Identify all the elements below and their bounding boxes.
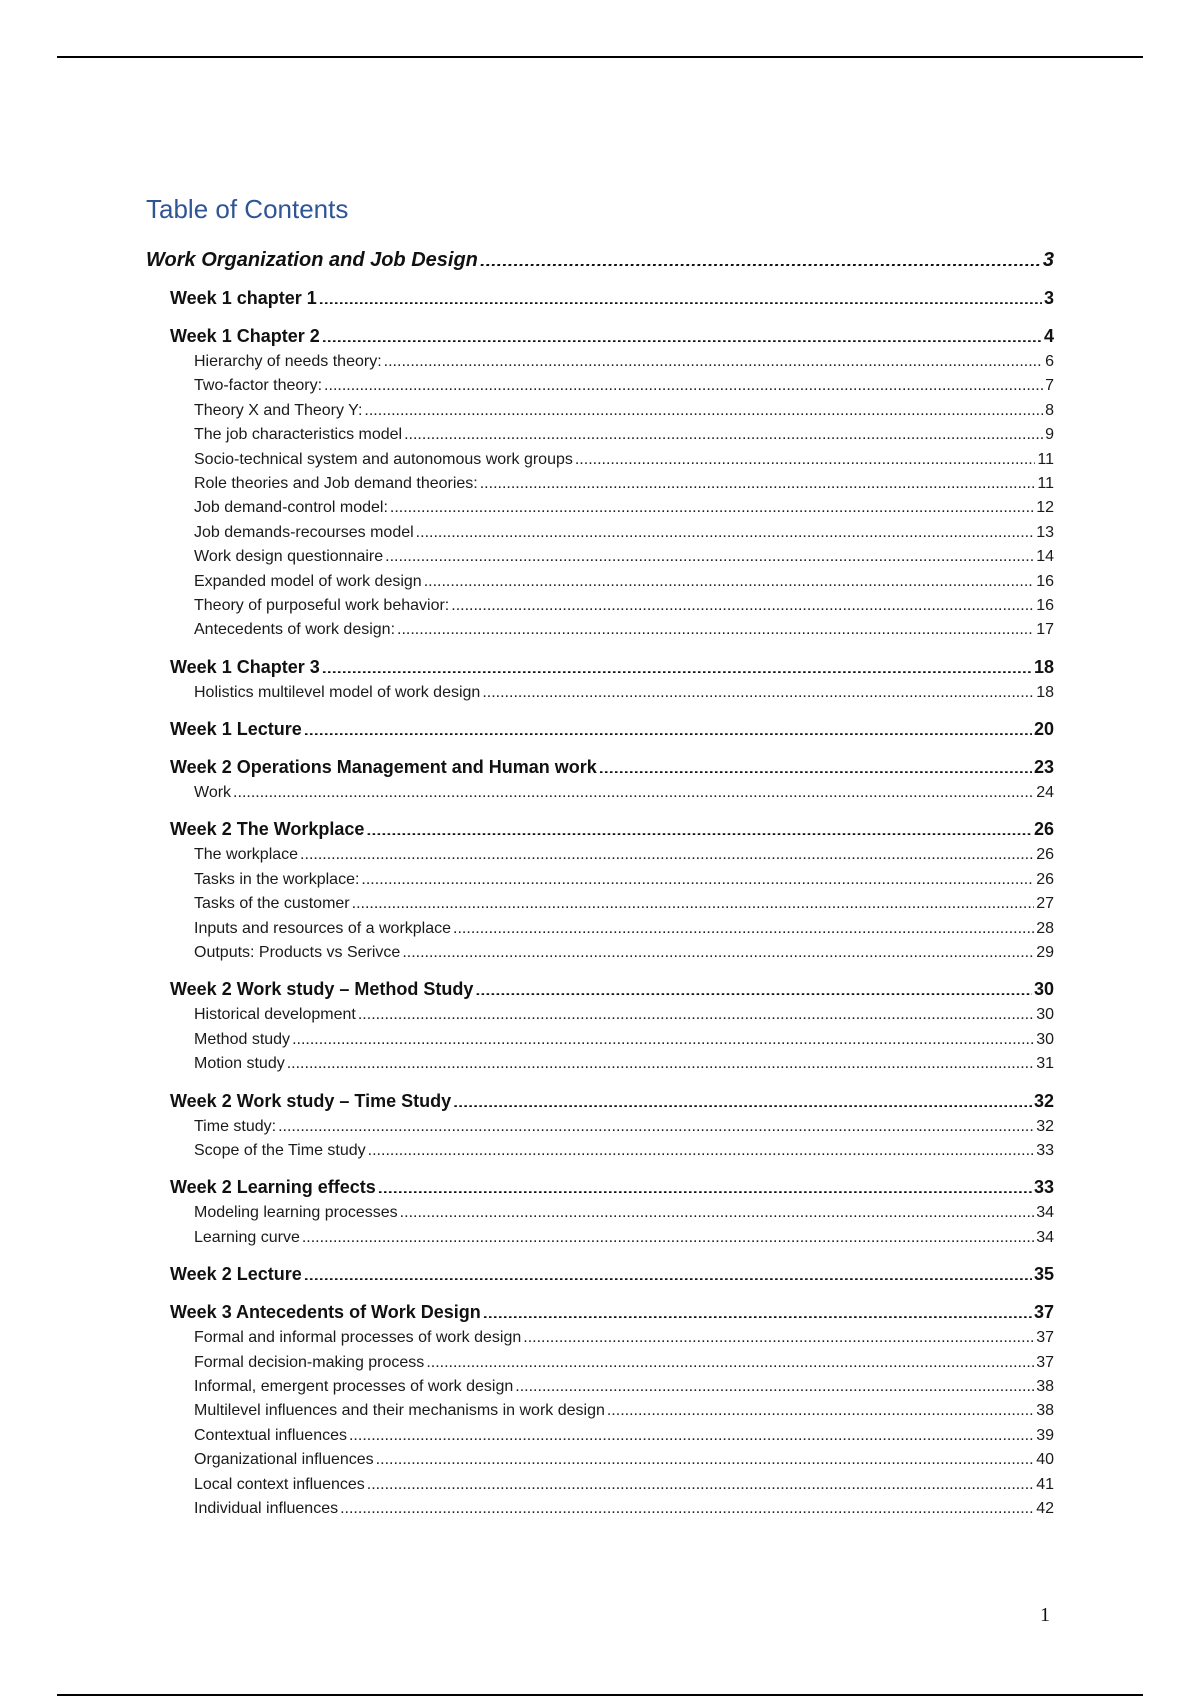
toc-section-entry[interactable]	[170, 323, 1054, 350]
toc-entry-page: 33	[1033, 1177, 1054, 1198]
toc-entry-label: Time study:	[194, 1117, 277, 1135]
toc-entry-label: Tasks in the workplace:	[194, 870, 360, 888]
toc-subsection-entry[interactable]	[194, 374, 1054, 398]
toc-entry-page: 41	[1036, 1475, 1054, 1493]
toc-section-entry[interactable]	[170, 716, 1054, 743]
toc-subsection-entry[interactable]	[194, 1052, 1054, 1076]
toc-entry-label: Antecedents of work design:	[194, 621, 396, 639]
dot-leader	[358, 1003, 1034, 1019]
toc-subsection-entry[interactable]	[194, 545, 1054, 569]
toc-subsection-entry[interactable]	[194, 843, 1054, 867]
toc-subsection-entry[interactable]	[194, 1115, 1054, 1139]
toc-entry-label: Inputs and resources of a workplace	[194, 919, 452, 937]
dot-leader	[287, 1052, 1034, 1068]
toc-entry-page: 34	[1036, 1228, 1054, 1246]
toc-section-entry[interactable]	[170, 816, 1054, 843]
toc-heading: Table of Contents	[146, 194, 349, 224]
toc-entry-page: 30	[1036, 1006, 1054, 1024]
toc-subsection-entry[interactable]	[194, 618, 1054, 642]
dot-leader	[575, 448, 1036, 464]
dot-leader	[402, 941, 1034, 957]
dot-leader	[233, 781, 1034, 797]
dot-leader	[482, 681, 1034, 697]
dot-leader	[304, 1262, 1032, 1280]
dot-leader	[278, 1115, 1034, 1131]
toc-entry-label: Job demand-control model:	[194, 499, 388, 517]
toc-subsection-entry[interactable]	[194, 594, 1054, 618]
toc-subsection-entry[interactable]	[194, 781, 1054, 805]
toc-entry-page: 3	[1042, 249, 1054, 271]
toc-entry-page: 26	[1033, 819, 1054, 840]
toc-entry-label: The workplace	[194, 846, 299, 864]
toc-section-entry[interactable]	[170, 754, 1054, 781]
toc-subsection-entry[interactable]	[194, 681, 1054, 705]
dot-leader	[324, 374, 1043, 390]
toc-subsection-entry[interactable]	[194, 521, 1054, 545]
toc-section-entry[interactable]	[170, 976, 1054, 1003]
dot-leader	[451, 594, 1034, 610]
dot-leader	[397, 618, 1034, 634]
toc-entry-page: 9	[1045, 426, 1054, 444]
dot-leader	[599, 755, 1032, 773]
toc-entry-page: 30	[1033, 979, 1054, 1000]
dot-leader	[400, 1201, 1035, 1217]
dot-leader	[367, 1473, 1034, 1489]
toc-entry-page: 26	[1036, 846, 1054, 864]
toc-entry-label: Work design questionnaire	[194, 548, 384, 566]
toc-subsection-entry[interactable]	[194, 472, 1054, 496]
dot-leader	[302, 1226, 1034, 1242]
dot-leader	[416, 521, 1035, 537]
toc-entry-label: Hierarchy of needs theory:	[194, 353, 382, 370]
dot-leader	[453, 1089, 1032, 1107]
page-number: 1	[1040, 1604, 1050, 1626]
toc-subsection-entry[interactable]	[194, 868, 1054, 892]
dot-leader	[340, 1497, 1034, 1513]
toc-entry-page: 32	[1036, 1117, 1054, 1135]
toc-entry-label: Theory of purposeful work behavior:	[194, 596, 450, 614]
toc-entry-page: 26	[1036, 870, 1054, 888]
toc-entry-label: Week 3 Antecedents of Work Design	[170, 1302, 481, 1323]
toc-entry-label: Week 2 The Workplace	[170, 819, 365, 840]
toc-subsection-entry[interactable]	[194, 1201, 1054, 1225]
toc-entry-label: Learning curve	[194, 1228, 300, 1246]
toc-entry-page: 38	[1036, 1402, 1054, 1420]
toc-entry-label: Week 2 Lecture	[170, 1264, 302, 1285]
toc-entry-top[interactable]	[146, 245, 1054, 275]
toc-entry-label: Week 2 Operations Management and Human work	[170, 757, 597, 778]
toc-entry-page: 13	[1036, 523, 1054, 541]
toc-section-entry[interactable]	[170, 1299, 1054, 1326]
toc-entry-page: 32	[1033, 1090, 1054, 1111]
toc-subsection-entry[interactable]	[194, 1448, 1054, 1472]
toc-entry-page: 29	[1036, 944, 1054, 962]
toc-subsection-entry[interactable]	[194, 1399, 1054, 1423]
toc-entry-page: 28	[1036, 919, 1054, 937]
toc-entry-label: Formal and informal processes of work design	[194, 1329, 522, 1347]
dot-leader	[515, 1375, 1034, 1391]
toc-entry-page: 23	[1033, 757, 1054, 778]
toc-entry-page: 38	[1036, 1377, 1054, 1395]
toc-entry-page: 20	[1033, 719, 1054, 740]
toc-entry-page: 14	[1036, 548, 1054, 566]
toc-entry-label: Theory X and Theory Y:	[194, 401, 363, 419]
dot-leader	[378, 1175, 1032, 1193]
dot-leader	[480, 246, 1041, 266]
toc-entry-label: Scope of the Time study	[194, 1141, 366, 1159]
toc-entry-label: Local context influences	[194, 1475, 365, 1493]
toc-entry-label: Informal, emergent processes of work design	[194, 1377, 514, 1395]
dot-leader	[607, 1399, 1034, 1415]
dot-leader	[366, 817, 1032, 835]
toc-subsection-entry[interactable]	[194, 1351, 1054, 1375]
toc-subsection-entry[interactable]	[194, 1028, 1054, 1052]
toc-entry-page: 6	[1045, 353, 1054, 370]
toc-subsection-entry[interactable]	[194, 350, 1054, 374]
dot-leader	[322, 655, 1032, 673]
dot-leader	[475, 977, 1032, 995]
toc-entry-label: Socio-technical system and autonomous work groups	[194, 450, 573, 468]
table-of-contents	[0, 245, 1200, 1521]
toc-subsection-entry[interactable]	[194, 570, 1054, 594]
toc-entry-label: Week 1 Chapter 2	[170, 326, 320, 346]
dot-leader	[480, 472, 1036, 488]
toc-section-entry[interactable]	[170, 1174, 1054, 1201]
toc-entry-label: Work Organization and Job Design	[146, 249, 478, 271]
dot-leader	[404, 423, 1043, 439]
toc-subsection-entry[interactable]	[194, 1497, 1054, 1521]
toc-entry-page: 18	[1033, 656, 1054, 677]
toc-entry-page: 42	[1036, 1499, 1054, 1517]
dot-leader	[523, 1326, 1034, 1342]
toc-entry-page: 31	[1036, 1055, 1054, 1073]
toc-entry-page: 34	[1036, 1204, 1054, 1222]
dot-leader	[376, 1448, 1035, 1464]
toc-entry-label: Week 2 Work study – Method Study	[170, 979, 474, 1000]
toc-entry-page: 27	[1036, 895, 1054, 913]
toc-subsection-entry[interactable]	[194, 423, 1054, 447]
toc-entry-page: 37	[1033, 1302, 1054, 1323]
toc-subsection-entry[interactable]	[194, 1326, 1054, 1350]
toc-entry-label: Historical development	[194, 1006, 356, 1024]
toc-entry-label: Holistics multilevel model of work design	[194, 683, 481, 701]
toc-entry-label: Week 2 Work study – Time Study	[170, 1090, 452, 1111]
toc-entry-label: Method study	[194, 1030, 291, 1048]
toc-entry-label: Expanded model of work design	[194, 572, 422, 590]
toc-entry-label: Outputs: Products vs Serivce	[194, 944, 401, 962]
toc-entry-label: Tasks of the customer	[194, 895, 350, 913]
toc-entry-page: 11	[1037, 450, 1054, 468]
dot-leader	[364, 399, 1043, 415]
toc-entry-page: 11	[1037, 474, 1054, 492]
toc-entry-page: 33	[1036, 1141, 1054, 1159]
toc-subsection-entry[interactable]	[194, 496, 1054, 520]
dot-leader	[385, 545, 1034, 561]
toc-subsection-entry[interactable]	[194, 917, 1054, 941]
toc-subsection-entry[interactable]	[194, 1139, 1054, 1163]
dot-leader	[319, 286, 1042, 304]
dot-leader	[384, 350, 1043, 366]
dot-leader	[368, 1139, 1035, 1155]
bottom-rule	[57, 1694, 1143, 1696]
toc-entry-label: Week 1 chapter 1	[170, 288, 317, 308]
toc-entry-label: Week 2 Learning effects	[170, 1177, 376, 1198]
toc-subsection-entry[interactable]	[194, 1003, 1054, 1027]
toc-entry-page: 4	[1043, 326, 1054, 346]
dot-leader	[322, 324, 1042, 342]
toc-subsection-entry[interactable]	[194, 1473, 1054, 1497]
toc-entry-label: Job demands-recourses model	[194, 523, 414, 541]
toc-entry-page: 7	[1045, 377, 1054, 395]
toc-subsection-entry[interactable]	[194, 1226, 1054, 1250]
dot-leader	[349, 1424, 1034, 1440]
toc-section-entry[interactable]	[170, 1088, 1054, 1115]
dot-leader	[304, 717, 1032, 735]
toc-entry-page: 16	[1036, 572, 1054, 590]
toc-section-entry[interactable]	[170, 285, 1054, 312]
toc-subsection-entry[interactable]	[194, 448, 1054, 472]
dot-leader	[300, 843, 1034, 859]
toc-entry-page: 40	[1036, 1451, 1054, 1469]
toc-entry-page: 17	[1036, 621, 1054, 639]
toc-entry-label: Week 1 Lecture	[170, 719, 302, 740]
toc-subsection-entry[interactable]	[194, 1375, 1054, 1399]
toc-entry-label: Role theories and Job demand theories:	[194, 474, 478, 492]
dot-leader	[390, 496, 1034, 512]
dot-leader	[424, 570, 1035, 586]
dot-leader	[361, 868, 1034, 884]
toc-subsection-entry[interactable]	[194, 1424, 1054, 1448]
toc-entry-label: Modeling learning processes	[194, 1204, 398, 1222]
toc-entry-page: 12	[1036, 499, 1054, 517]
toc-subsection-entry[interactable]	[194, 399, 1054, 423]
dot-leader	[483, 1300, 1032, 1318]
toc-section-entry[interactable]	[170, 654, 1054, 681]
toc-entry-page: 3	[1043, 288, 1054, 308]
dot-leader	[292, 1028, 1034, 1044]
toc-entry-label: Individual influences	[194, 1499, 339, 1517]
toc-entry-page: 18	[1036, 683, 1054, 701]
toc-entry-label: Two-factor theory:	[194, 377, 323, 395]
toc-entry-page: 16	[1036, 596, 1054, 614]
toc-subsection-entry[interactable]	[194, 941, 1054, 965]
toc-entry-label: Multilevel influences and their mechanisms in work design	[194, 1402, 605, 1420]
toc-entry-label: Work	[194, 784, 232, 802]
toc-entry-label: Week 1 Chapter 3	[170, 656, 320, 677]
toc-entry-label: Organizational influences	[194, 1451, 374, 1469]
top-rule	[57, 56, 1143, 58]
toc-subsection-entry[interactable]	[194, 892, 1054, 916]
toc-entry-label: Motion study	[194, 1055, 285, 1073]
toc-entry-page: 35	[1033, 1264, 1054, 1285]
toc-entry-page: 37	[1036, 1353, 1054, 1371]
toc-entry-page: 8	[1045, 401, 1054, 419]
toc-entry-label: Formal decision-making process	[194, 1353, 425, 1371]
dot-leader	[453, 917, 1034, 933]
toc-entry-page: 37	[1036, 1329, 1054, 1347]
toc-section-entry[interactable]	[170, 1261, 1054, 1288]
toc-entry-page: 30	[1036, 1030, 1054, 1048]
dot-leader	[352, 892, 1035, 908]
toc-entry-label: The job characteristics model	[194, 426, 403, 444]
dot-leader	[426, 1351, 1034, 1367]
toc-entry-label: Contextual influences	[194, 1426, 347, 1444]
toc-entry-page: 24	[1036, 784, 1054, 802]
toc-entry-page: 39	[1036, 1426, 1054, 1444]
